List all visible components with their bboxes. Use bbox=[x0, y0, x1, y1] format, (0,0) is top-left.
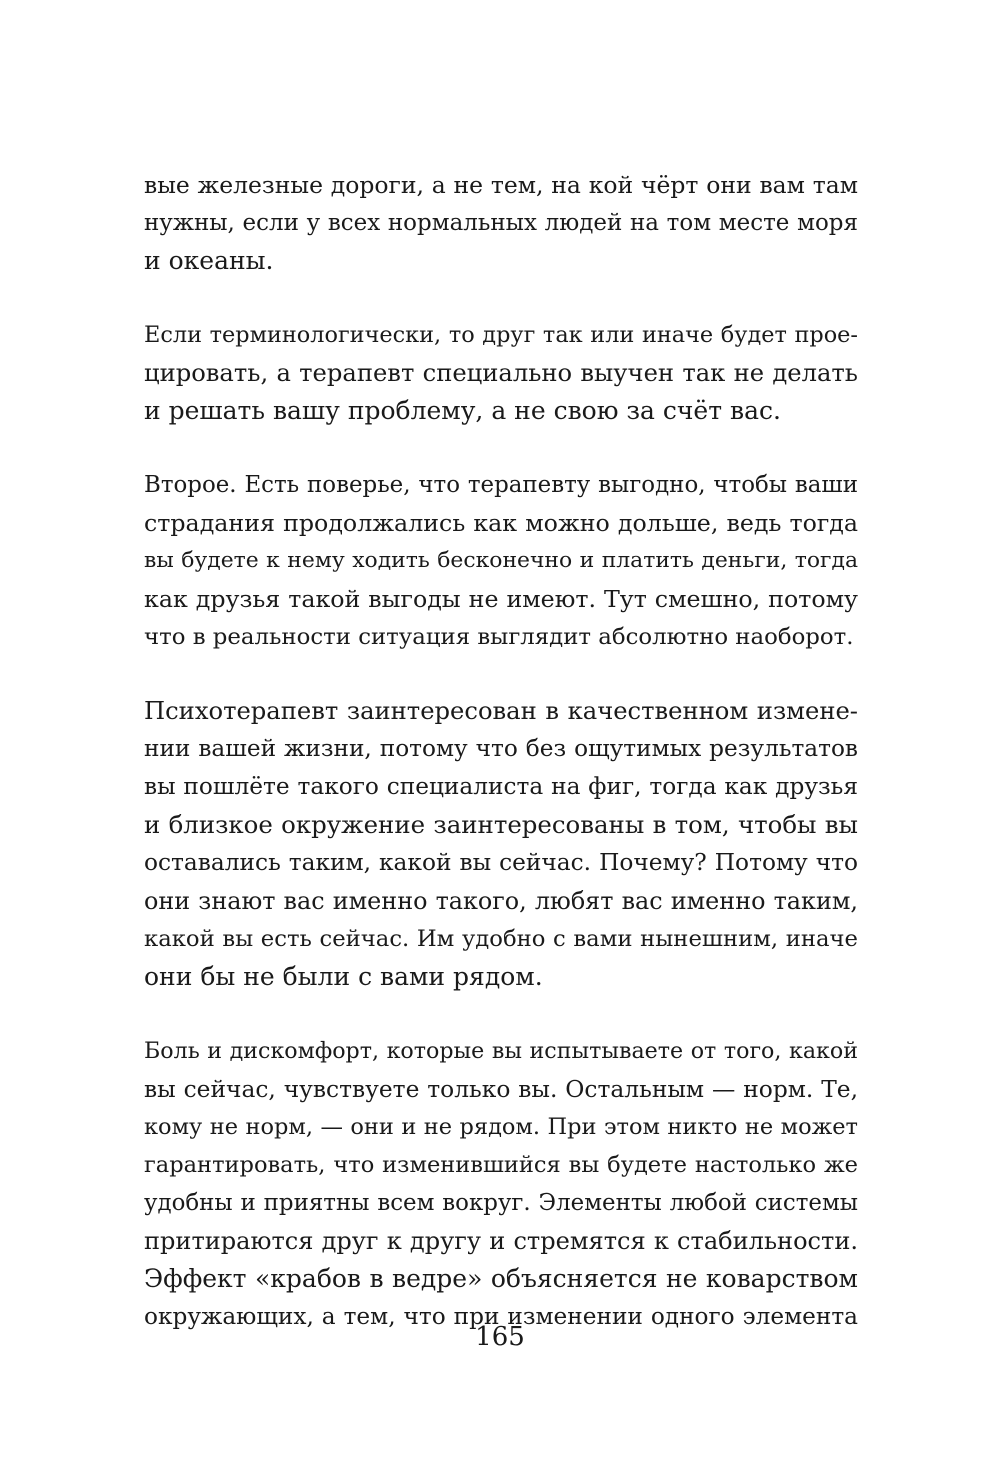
text-line: они знают вас именно такого, любят вас именно таким, bbox=[144, 887, 858, 915]
text-line: что в реальности ситуация выглядит абсолютно наоборот. bbox=[144, 624, 854, 650]
text-line: вы сейчас, чувствуете только вы. Остальным — норм. Те, bbox=[144, 1075, 858, 1103]
text-line: удобны и приятны всем вокруг. Элементы любой системы bbox=[144, 1190, 858, 1216]
text-line: Психотерапевт заинтересован в качественном измене- bbox=[144, 697, 858, 725]
text-line: Эффект «крабов в ведре» объясняется не коварством bbox=[144, 1264, 858, 1293]
text-line: как друзья такой выгоды не имеют. Тут смешно, потому bbox=[144, 585, 858, 613]
text-line: цировать, а терапевт специально выучен так не делать bbox=[144, 359, 858, 387]
paragraph-2 bbox=[144, 316, 858, 430]
paragraph-3 bbox=[144, 466, 858, 656]
text-line: нужны, если у всех нормальных людей на том месте моря bbox=[144, 210, 858, 236]
text-line: Если терминологически, то друг так или иначе будет прое- bbox=[144, 322, 858, 348]
text-line: вы будете к нему ходить бесконечно и платить деньги, тогда bbox=[144, 548, 858, 573]
book-page-body bbox=[144, 166, 858, 1372]
paragraph-4 bbox=[144, 692, 858, 996]
text-line: кому не норм, — они и не рядом. При этом никто не может bbox=[144, 1114, 858, 1140]
text-line: Боль и дискомфорт, которые вы испытываете от того, какой bbox=[144, 1038, 858, 1064]
text-line: вы пошлёте такого специалиста на фиг, тогда как друзья bbox=[144, 773, 858, 800]
text-line: Второе. Есть поверье, что терапевту выгодно, чтобы ваши bbox=[144, 472, 858, 498]
text-line: и океаны. bbox=[144, 246, 274, 275]
text-line: оставались таким, какой вы сейчас. Почему? Потому что bbox=[144, 849, 858, 876]
text-line: окружающих, а тем, что при изменении одного элемента bbox=[144, 1303, 858, 1330]
text-line: какой вы есть сейчас. Им удобно с вами нынешним, иначе bbox=[144, 926, 858, 952]
page-number: 165 bbox=[475, 1322, 525, 1352]
paragraph-5 bbox=[144, 1032, 858, 1336]
text-line: они бы не были с вами рядом. bbox=[144, 962, 543, 991]
text-line: страдания продолжались как можно дольше, ведь тогда bbox=[144, 509, 858, 537]
text-line: и решать вашу проблему, а не свою за счёт вас. bbox=[144, 396, 781, 425]
text-line: притираются друг к другу и стремятся к стабильности. bbox=[144, 1227, 858, 1255]
text-line: вые железные дороги, а не тем, на кой чёрт они вам там bbox=[144, 171, 858, 199]
text-line: гарантировать, что изменившийся вы будете настолько же bbox=[144, 1152, 858, 1178]
text-line: и близкое окружение заинтересованы в том, чтобы вы bbox=[144, 810, 858, 839]
paragraph-1 bbox=[144, 166, 858, 280]
text-line: нии вашей жизни, потому что без ощутимых результатов bbox=[144, 735, 858, 762]
